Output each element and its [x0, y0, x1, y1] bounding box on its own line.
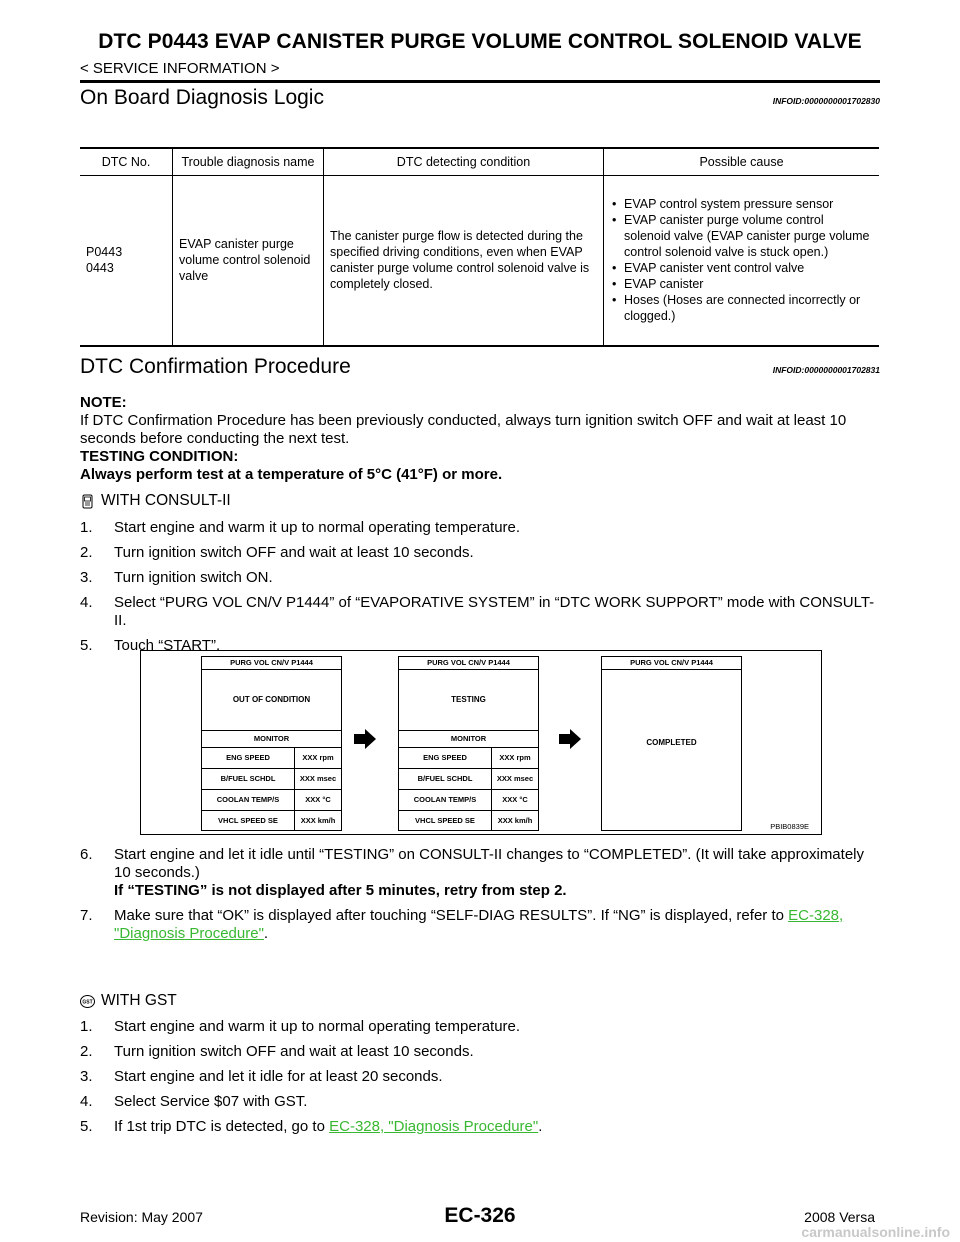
step-number: 5.: [80, 1118, 93, 1135]
consult-tool-icon: [80, 494, 95, 509]
model-year: 2008 Versa: [804, 1209, 875, 1225]
gst-heading: [80, 992, 177, 1010]
step-text: Turn ignition switch ON.: [114, 569, 273, 586]
header-rule: [80, 80, 880, 83]
list-item: [80, 1118, 880, 1136]
table-row: [80, 176, 879, 346]
monitor-label: COOLAN TEMP/S: [399, 790, 492, 810]
monitor-label: ENG SPEED: [399, 748, 492, 768]
step-number: 1.: [80, 519, 93, 536]
monitor-value: XXX °C: [305, 795, 331, 804]
revision-date: Revision: May 2007: [80, 1209, 203, 1225]
dtc-table: [80, 147, 879, 347]
monitor-value: XXX msec: [299, 774, 337, 783]
step-end: .: [538, 1118, 543, 1135]
gst-heading-label: WITH GST: [101, 992, 177, 1009]
possible-cause-list: [610, 196, 873, 324]
list-item: • EVAP canister vent control valve: [610, 260, 873, 276]
step-text: Turn ignition switch OFF and wait at least 10 seconds.: [114, 544, 474, 561]
list-item: • EVAP control system pressure sensor: [610, 196, 873, 212]
screen-state: OUT OF CONDITION: [202, 670, 341, 731]
step-number: 2.: [80, 1043, 93, 1060]
step-warning: If “TESTING” is not displayed after 5 minutes, retry from step 2.: [114, 882, 567, 899]
screen-title: PURG VOL CN/V P1444: [602, 657, 741, 670]
step-number: 3.: [80, 569, 93, 586]
diagnosis-procedure-link[interactable]: EC-328, "Diagnosis Procedure": [114, 907, 844, 942]
list-item: [80, 544, 880, 562]
monitor-row: [399, 748, 538, 769]
monitor-row: [202, 748, 341, 769]
step-text: Select Service $07 with GST.: [114, 1093, 308, 1110]
list-item: [80, 907, 880, 943]
monitor-row: [202, 811, 341, 831]
dtc-code: P0443: [86, 245, 123, 260]
step-number: 6.: [80, 846, 93, 863]
monitor-label: VHCL SPEED SE: [399, 811, 492, 831]
consult-heading-label: WITH CONSULT-II: [101, 492, 231, 509]
monitor-label: B/FUEL SCHDL: [202, 769, 295, 789]
monitor-label: COOLAN TEMP/S: [202, 790, 295, 810]
list-item: [80, 1018, 880, 1036]
infoid-obd-logic: INFOID:0000000001702830: [772, 96, 880, 106]
list-item: [80, 569, 880, 587]
step-number: 4.: [80, 594, 93, 611]
page-number: EC-326: [444, 1204, 516, 1227]
dtc-table-header-row: [80, 148, 879, 176]
list-item: [80, 594, 880, 630]
consult-steps-continued: [80, 846, 880, 950]
list-item: • EVAP canister: [610, 276, 873, 292]
step-number: 4.: [80, 1093, 93, 1110]
step-text: Make sure that “OK” is displayed after touching “SELF-DIAG RESULTS”. If “NG” is displayed, refer to: [114, 907, 784, 924]
consult-screen-figure: [140, 650, 822, 835]
screen-completed: [601, 656, 742, 831]
section-title-obd-logic: On Board Diagnosis Logic: [80, 86, 324, 109]
testing-condition-label: TESTING CONDITION:: [80, 448, 239, 465]
monitor-value: XXX km/h: [300, 816, 336, 825]
arrow-right-icon: [559, 729, 581, 749]
gst-steps: [80, 1018, 880, 1143]
list-item: [80, 519, 880, 537]
screen-testing: [398, 656, 539, 831]
monitor-value: XXX rpm: [302, 753, 334, 762]
note-text: If DTC Confirmation Procedure has been previously conducted, always turn ignition switch OFF and wait at least 10 seconds before conducting the next test.: [80, 412, 847, 447]
step-end: .: [263, 925, 269, 942]
screen-state: COMPLETED: [646, 738, 697, 747]
screen-monitor-label: MONITOR: [202, 731, 341, 748]
note-label: NOTE:: [80, 394, 127, 411]
step-text: Touch “START”.: [114, 637, 221, 654]
screen-state: TESTING: [399, 670, 538, 731]
monitor-value: XXX km/h: [497, 816, 533, 825]
page-header-title: DTC P0443 EVAP CANISTER PURGE VOLUME CONTROL SOLENOID VALVE: [98, 30, 862, 53]
monitor-row: [399, 790, 538, 811]
step-number: 3.: [80, 1068, 93, 1085]
step-text: Start engine and let it idle for at least 20 seconds.: [114, 1068, 443, 1085]
step-text: Turn ignition switch OFF and wait at least 10 seconds.: [114, 1043, 474, 1060]
step-number: 2.: [80, 544, 93, 561]
dtc-code-alt: 0443: [86, 261, 114, 276]
monitor-value: XXX rpm: [499, 753, 531, 762]
gst-tool-icon: [80, 994, 95, 1009]
list-item: [80, 1068, 880, 1086]
step-number: 1.: [80, 1018, 93, 1035]
page-header-subtitle: < SERVICE INFORMATION >: [80, 60, 280, 77]
monitor-value: XXX msec: [496, 774, 534, 783]
arrow-right-icon: [354, 729, 376, 749]
cell-trouble-name: EVAP canister purge volume control solenoid valve: [173, 176, 324, 346]
monitor-value: XXX °C: [502, 795, 528, 804]
infoid-dtc-confirmation: INFOID:0000000001702831: [772, 365, 880, 375]
section-title-dtc-confirmation: DTC Confirmation Procedure: [80, 355, 351, 378]
monitor-row: [202, 790, 341, 811]
screen-out-of-condition: [201, 656, 342, 831]
monitor-label: VHCL SPEED SE: [202, 811, 295, 831]
step-text: If 1st trip DTC is detected, go to: [114, 1118, 325, 1135]
monitor-row: [202, 769, 341, 790]
step-number: 5.: [80, 637, 93, 654]
consult-steps: [80, 519, 880, 662]
screen-title: PURG VOL CN/V P1444: [202, 657, 341, 670]
column-header-dtc-no: DTC No.: [80, 148, 173, 176]
step-text: Select “PURG VOL CN/V P1444” of “EVAPORATIVE SYSTEM” in “DTC WORK SUPPORT” mode with CONSULT-II.: [114, 594, 875, 629]
figure-id: PBIB0839E: [770, 822, 809, 831]
cell-possible-cause: [604, 176, 880, 346]
monitor-label: ENG SPEED: [202, 748, 295, 768]
list-item: [80, 1093, 880, 1111]
screen-title: PURG VOL CN/V P1444: [399, 657, 538, 670]
monitor-row: [399, 811, 538, 831]
testing-condition-text: Always perform test at a temperature of 5°C (41°F) or more.: [80, 466, 503, 483]
cell-detecting-condition: The canister purge flow is detected during the specified driving conditions, even when EVAP canister purge volume control solenoid valve is completely closed.: [324, 176, 604, 346]
cell-dtc-no: [80, 176, 173, 346]
column-header-detecting-condition: DTC detecting condition: [324, 148, 604, 176]
list-item: [80, 1043, 880, 1061]
monitor-label: B/FUEL SCHDL: [399, 769, 492, 789]
column-header-possible-cause: Possible cause: [604, 148, 880, 176]
list-item: • Hoses (Hoses are connected incorrectly or clogged.): [610, 292, 873, 324]
screen-monitor-label: MONITOR: [399, 731, 538, 748]
list-item: [80, 846, 880, 900]
step-number: 7.: [80, 907, 93, 924]
note-block: [80, 394, 880, 484]
svg-text:GST: GST: [82, 999, 93, 1005]
step-text: Start engine and warm it up to normal operating temperature.: [114, 519, 521, 536]
diagnosis-procedure-link[interactable]: EC-328, "Diagnosis Procedure": [329, 1118, 539, 1135]
step-text: Start engine and warm it up to normal operating temperature.: [114, 1018, 521, 1035]
column-header-trouble-name: Trouble diagnosis name: [173, 148, 324, 176]
watermark: carmanualsonline.info: [801, 1224, 950, 1240]
step-text: Start engine and let it idle until “TESTING” on CONSULT-II changes to “COMPLETED”. (It will take approximately 10 seconds.): [114, 846, 864, 881]
consult-heading: [80, 492, 231, 510]
monitor-row: [399, 769, 538, 790]
list-item: • EVAP canister purge volume control solenoid valve (EVAP canister purge volume control solenoid valve is stuck open.): [610, 212, 873, 260]
